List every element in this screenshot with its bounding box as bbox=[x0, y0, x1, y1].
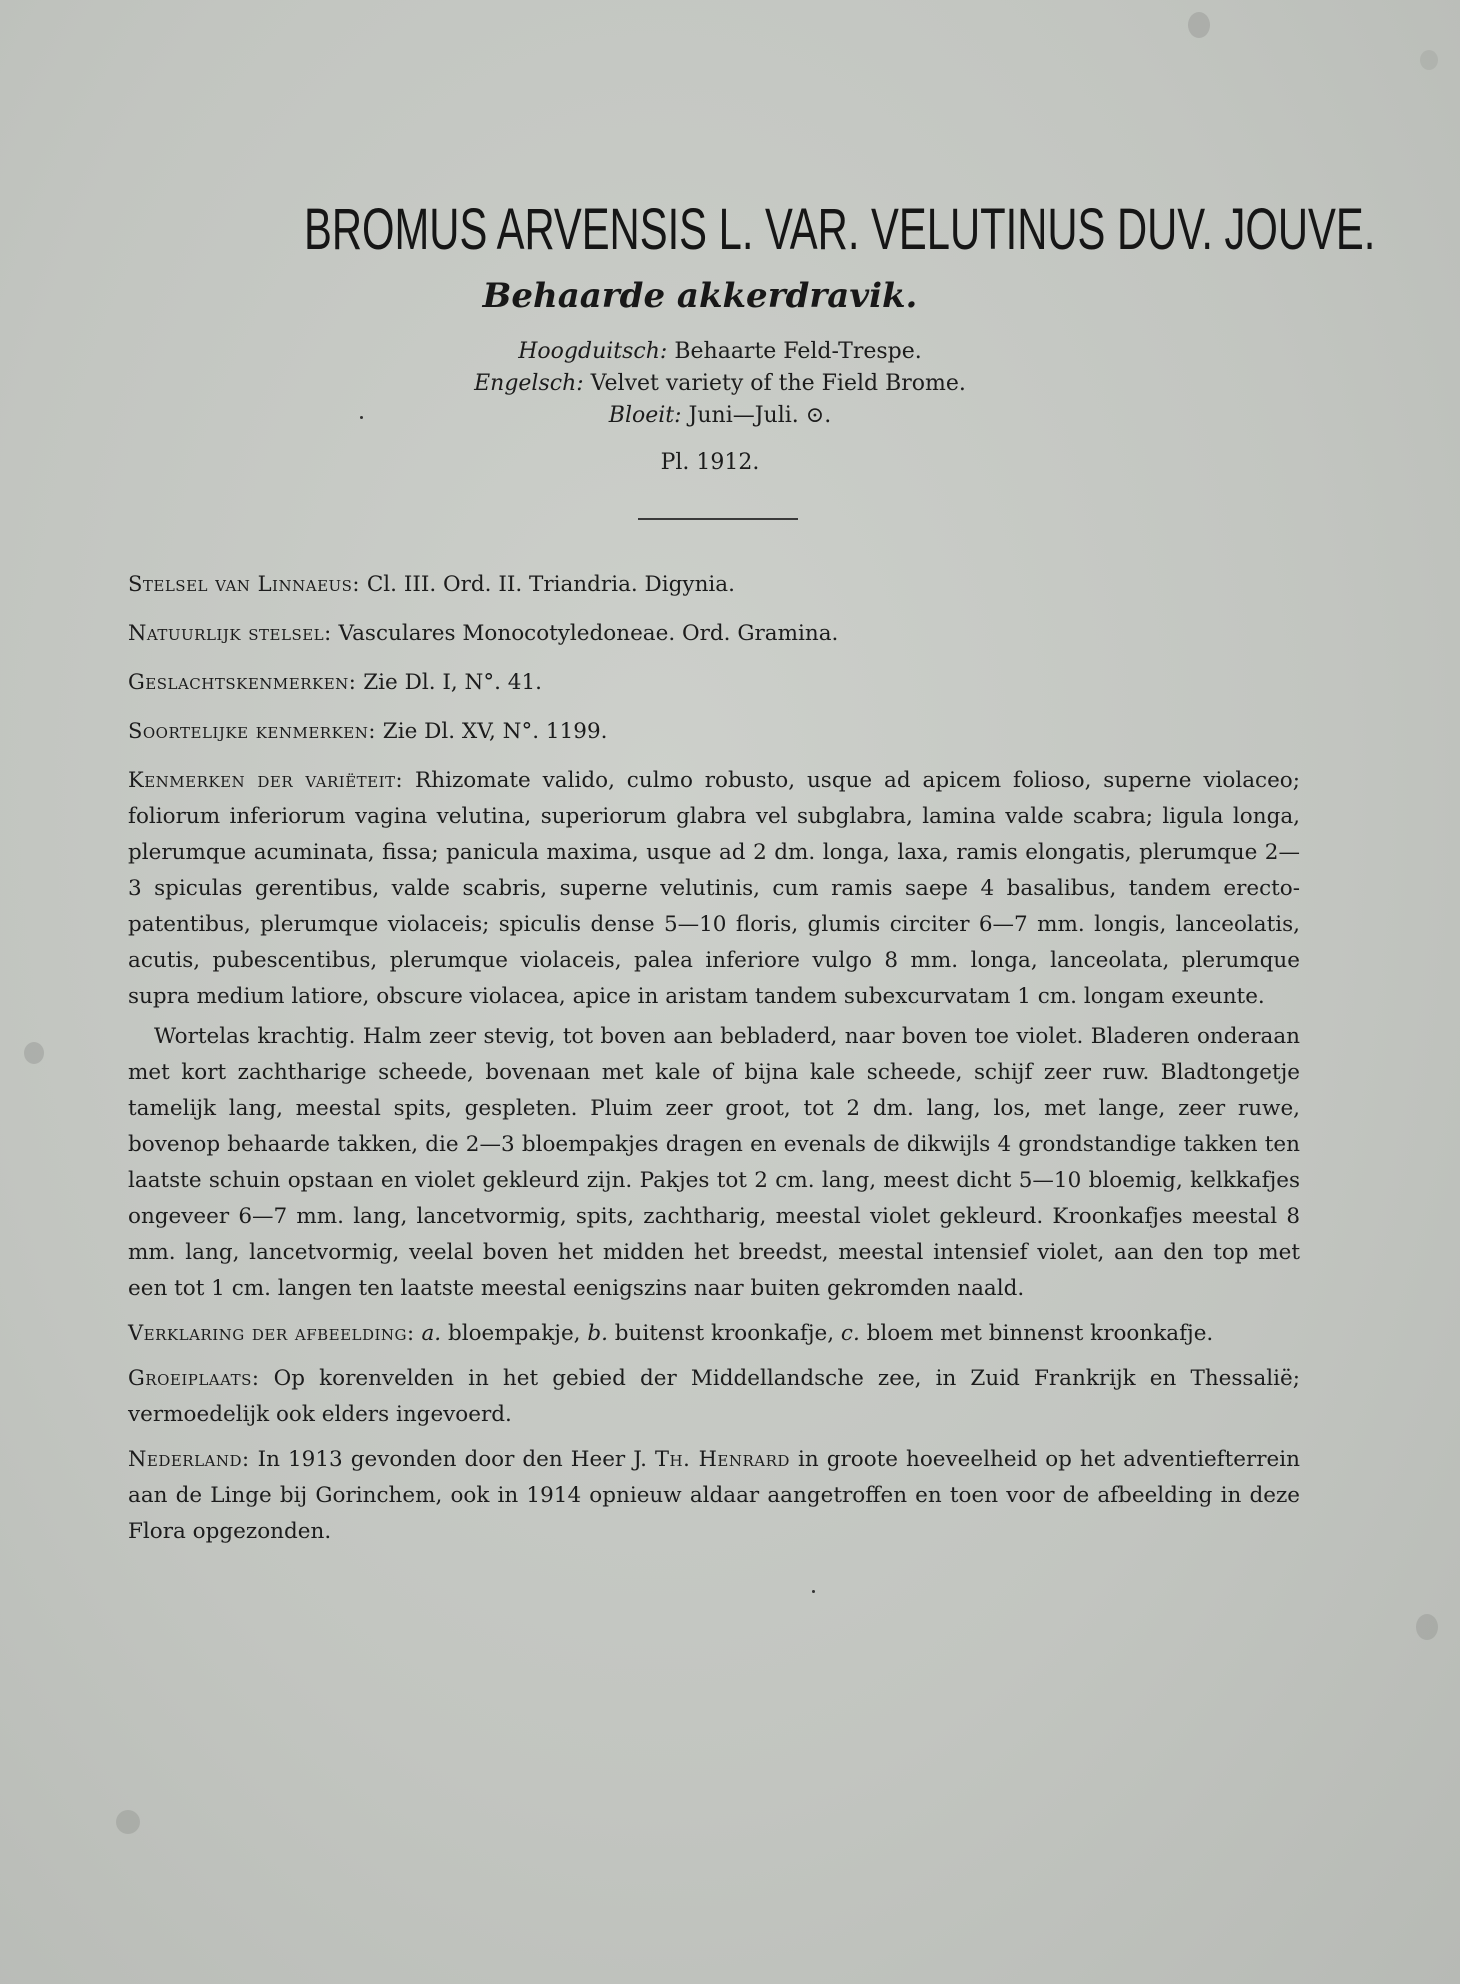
flowering-line bbox=[360, 400, 1080, 432]
species-characters bbox=[128, 713, 1300, 750]
page-body bbox=[128, 566, 1300, 1560]
page-title: BROMUS ARVENSIS L. VAR. VELUTINUS DUV. JOUVE. bbox=[303, 197, 1376, 262]
section-text: Rhizomate valido, culmo robusto, usque ad apicem folioso, superne violaceo; foliorum inferiorum vagina velutina, superiorum glabra vel subglabra, lamina valde scabra; ligula longa, plerumque acuminata, fissa; panicula maxima, usque ad 2 dm. longa, laxa, ramis elongatis, plerumque 2—3 spiculas gerentibus, valde scabris, superne velutinis, cum ramis saepe 4 basalibus, tandem erecto-patentibus, plerumque violaceis; spiculis dense 5—10 floris, glumis circiter 6—7 mm. longis, lanceolatis, acutis, pubescentibus, plerumque violaceis, palea inferiore vulgo 8 mm. longa, lanceolata, plerumque supra medium latiore, obscure violacea, apice in aristam tandem subexcurvatam 1 cm. longam exeunte. bbox=[128, 768, 1300, 1009]
paper-speck bbox=[1420, 50, 1438, 70]
paper-speck bbox=[24, 1042, 44, 1064]
section-text: Op korenvelden in het gebied der Middellandsche zee, in Zuid Frankrijk en Thessalië; vermoedelijk ook elders ingevoerd. bbox=[128, 1366, 1300, 1427]
plate-number: Pl. 1912. bbox=[660, 450, 760, 475]
dutch-name: Behaarde akkerdravik. bbox=[482, 276, 918, 316]
figure-letter: b. bbox=[587, 1321, 608, 1346]
german-value: Behaarte Feld-Trespe. bbox=[674, 339, 922, 364]
linnaeus-system bbox=[128, 566, 1300, 603]
paper-speck bbox=[1416, 1614, 1438, 1640]
netherlands-occurrence bbox=[128, 1441, 1300, 1550]
habitat bbox=[128, 1360, 1300, 1433]
natural-system bbox=[128, 615, 1300, 652]
variety-characters bbox=[128, 762, 1300, 1015]
section-text: In 1913 gevonden door den Heer J. bbox=[257, 1447, 647, 1472]
figure-letter: a. bbox=[421, 1321, 442, 1346]
section-label: Geslachtskenmerken: bbox=[128, 670, 357, 694]
flowering-label: Bloeit: bbox=[608, 403, 682, 428]
english-value: Velvet variety of the Field Brome. bbox=[590, 371, 966, 396]
section-text: Cl. III. Ord. II. Triandria. Digynia. bbox=[366, 572, 735, 597]
figure-item: bloempakje, bbox=[447, 1321, 581, 1346]
english-name-line bbox=[360, 368, 1080, 400]
section-text: Zie Dl. XV, N°. 1199. bbox=[382, 719, 608, 744]
person-name: Th. Henrard bbox=[655, 1447, 790, 1471]
common-names bbox=[360, 336, 1080, 432]
section-text: Zie Dl. I, N°. 41. bbox=[363, 670, 542, 695]
english-label: Engelsch: bbox=[474, 371, 584, 396]
paper-speck bbox=[1188, 12, 1210, 38]
dutch-description: Wortelas krachtig. Halm zeer stevig, tot boven aan bebladerd, naar boven toe violet. Bladeren onderaan met kort zachtharige scheede, bovenaan met kale of bijna kale scheede, schijf zeer ruw. Bladtongetje tamelijk lang, meestal spits, gespleten. Pluim zeer groot, tot 2 dm. lang, los, met lange, zeer ruwe, bovenop behaarde takken, die 2—3 bloempakjes dragen en evenals de dikwijls 4 grondstandige takken ten laatste schuin opstaan en violet gekleurd zijn. Pakjes tot 2 cm. lang, meest dicht 5—10 bloemig, kelkkafjes ongeveer 6—7 mm. lang, lancetvormig, spits, zachtharig, meestal violet gekleurd. Kroonkafjes meestal 8 mm. lang, lancetvormig, veelal boven het midden het breedst, meestal intensief violet, aan den top met een tot 1 cm. langen ten laatste meestal eenigszins naar buiten gekromden naald. bbox=[128, 1024, 1300, 1301]
section-label: Verklaring der afbeelding: bbox=[128, 1321, 415, 1345]
section-label: Soortelijke kenmerken: bbox=[128, 719, 376, 743]
german-label: Hoogduitsch: bbox=[518, 339, 668, 364]
section-label: Nederland: bbox=[128, 1447, 250, 1471]
figure-item: bloem met binnenst kroonkafje. bbox=[866, 1321, 1214, 1346]
section-label: Groeiplaats: bbox=[128, 1366, 260, 1390]
flowering-value: Juni—Juli. ⊙. bbox=[688, 403, 832, 428]
german-name-line bbox=[360, 336, 1080, 368]
genus-characters bbox=[128, 664, 1300, 701]
section-label: Natuurlijk stelsel: bbox=[128, 621, 332, 645]
section-text: in groote hoeveelheid op het adventiefterrein aan de Linge bij Gorinchem, ook in 1914 opnieuw aldaar aangetroffen en toen voor de afbeelding in deze Flora opgezonden. bbox=[128, 1447, 1300, 1544]
figure-explanation bbox=[128, 1315, 1300, 1352]
section-label: Stelsel van Linnaeus: bbox=[128, 572, 361, 596]
section-label: Kenmerken der variëteit: bbox=[128, 768, 404, 792]
paper-speck bbox=[116, 1810, 140, 1834]
divider-rule bbox=[638, 518, 798, 520]
print-dot bbox=[812, 1590, 815, 1593]
figure-item: buitenst kroonkafje, bbox=[614, 1321, 835, 1346]
figure-letter: c. bbox=[840, 1321, 860, 1346]
section-text: Vasculares Monocotyledoneae. Ord. Gramina. bbox=[338, 621, 839, 646]
